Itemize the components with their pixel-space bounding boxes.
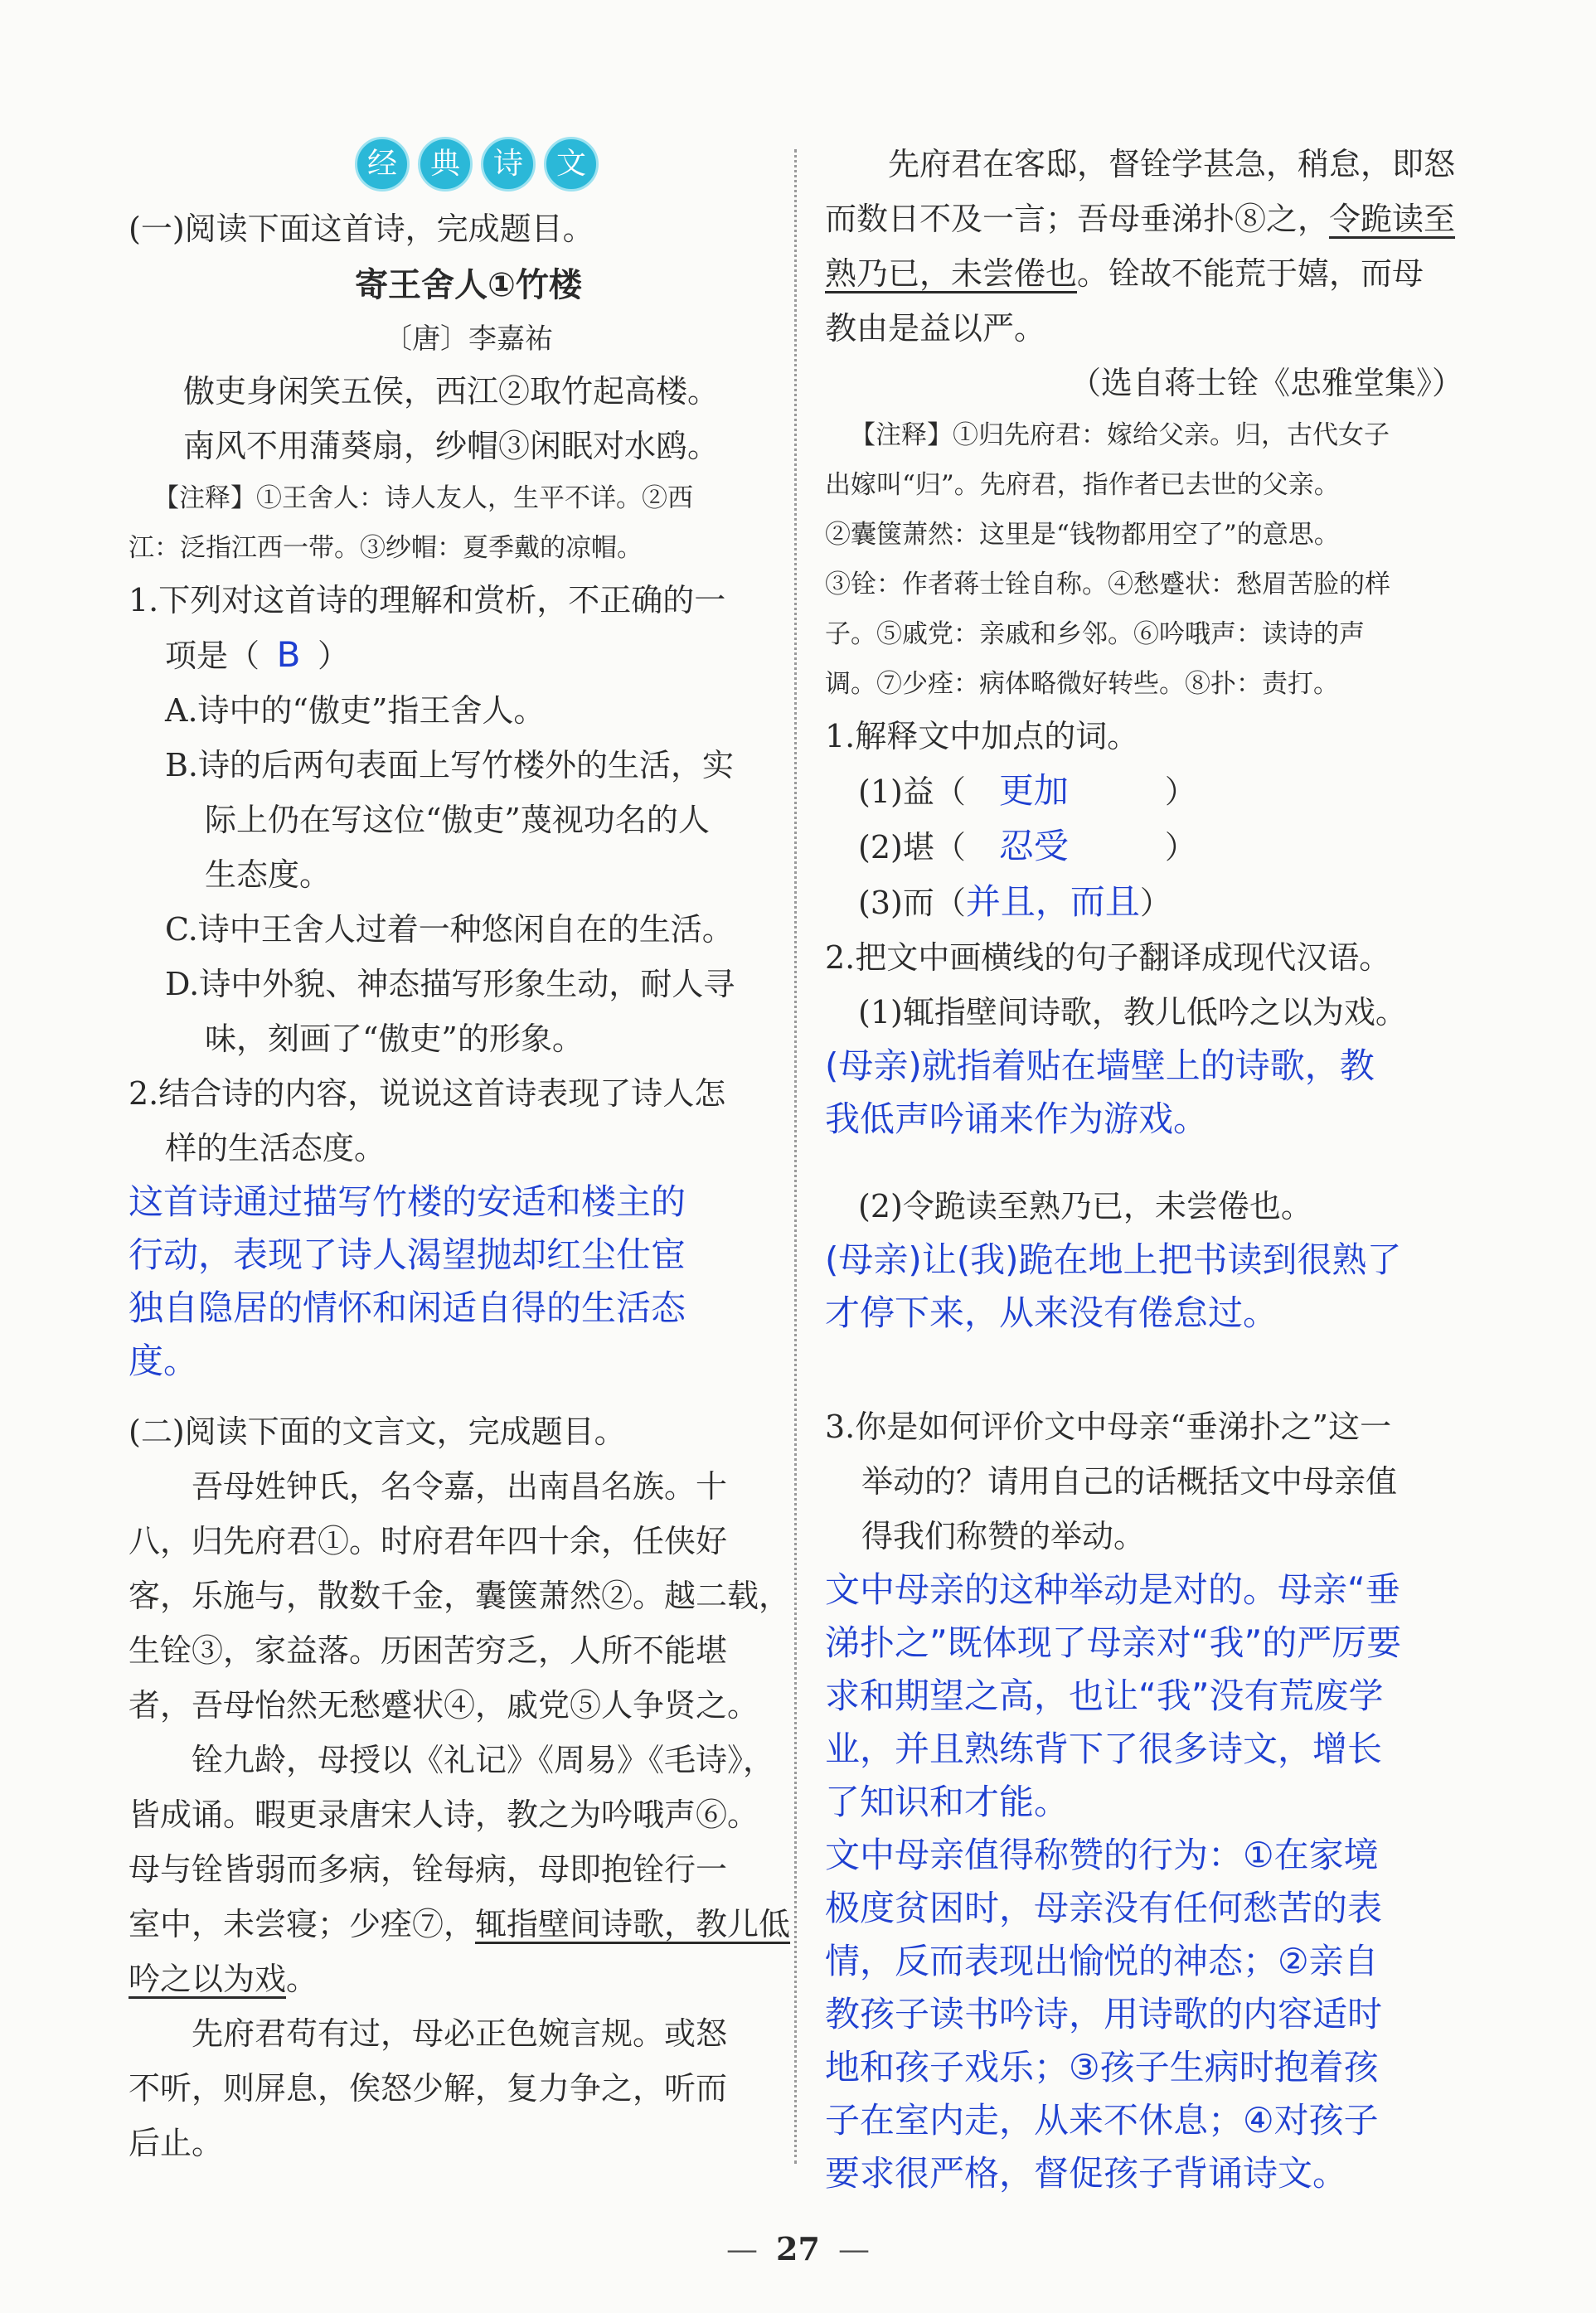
q3-answer-line: 求和期望之高，也让“我”没有荒废学 (825, 1675, 1384, 1716)
q3-stem-cont: 举动的？请用自己的话概括文中母亲值 (861, 1463, 1398, 1500)
underlined-sentence: 令跪读至 (1329, 201, 1456, 237)
section-badge (195, 137, 759, 192)
right-column (825, 137, 1463, 2200)
badge-char: 典 (418, 137, 473, 192)
text-line: 先府君在客邸，督铨学甚急，稍怠，即怒 (888, 146, 1456, 182)
q2-stem: 2.把文中画横线的句子翻译成现代汉语。 (825, 939, 1391, 976)
text-note: 子。⑤戚党：亲戚和乡邻。⑥吟哦声：读诗的声 (825, 619, 1365, 649)
text-segment: 。铨故不能荒于嬉，而母 (1077, 255, 1424, 292)
text-line: 母与铨皆弱而多病，铨每病，母即抱铨行一 (129, 1851, 728, 1888)
q3-answer-line: 极度贫困时，母亲没有任何愁苦的表 (825, 1888, 1383, 1928)
badge-char: 诗 (481, 137, 536, 192)
text-line: 者，吾母怡然无愁蹙状④，戚党⑤人争贤之。 (129, 1687, 759, 1724)
q1-option-a: A.诗中的“傲吏”指王舍人。 (165, 692, 546, 729)
text-note: 调。⑦少痊：病体略微好转些。⑧扑：责打。 (825, 669, 1339, 699)
q1-item-answer: 忍受 (998, 826, 1069, 866)
q2-answer-line: (母亲)就指着贴在墙壁上的诗歌，教 (825, 1045, 1375, 1086)
q3-answer-line: 要求很严格，督促孩子背诵诗文。 (825, 2153, 1348, 2194)
badge-char: 文 (544, 137, 599, 192)
text-segment: 而数日不及一言；吾母垂涕扑⑧之， (825, 201, 1330, 237)
q2-stem: 2.结合诗的内容，说说这首诗表现了诗人怎 (129, 1075, 726, 1112)
q1-item-close: ） (1139, 885, 1172, 921)
q1-item-answer: 更加 (998, 770, 1069, 811)
text-line (825, 192, 1463, 246)
q3-answer-line: 文中母亲的这种举动是对的。母亲“垂 (825, 1569, 1400, 1610)
q1-option-b-cont: 际上仍在写这位“傲吏”蔑视功名的人 (205, 802, 710, 838)
part2-heading: (二)阅读下面的文言文，完成题目。 (129, 1414, 626, 1450)
q2-answer-line: 行动，表现了诗人渴望抛却红尘仕宦 (129, 1234, 686, 1275)
text-note: 【注释】①归先府君：嫁给父亲。归，古代女子 (850, 420, 1390, 450)
q1-item-close: ） (1164, 773, 1196, 810)
poem-line: 南风不用蒲葵扇，纱帽③闲眠对水鸥。 (183, 428, 720, 464)
q2-answer-line: 这首诗通过描写竹楼的安适和楼主的 (129, 1181, 686, 1222)
text-line: 客，乐施与，散数千金，囊箧萧然②。越二载， (129, 1578, 791, 1614)
text-line: 生铨③，家益落。历困苦穷乏，人所不能堪 (129, 1632, 728, 1669)
text-line: 吾母姓钟氏，名令嘉，出南昌名族。十 (192, 1468, 728, 1505)
q3-answer-line: 了知识和才能。 (825, 1782, 1070, 1822)
underlined-sentence: 熟乃已，未尝倦也 (825, 255, 1078, 292)
q3-stem: 3.你是如何评价文中母亲“垂涕扑之”这一 (825, 1409, 1392, 1445)
q1-option-c: C.诗中王舍人过着一种悠闲自在的生活。 (165, 911, 734, 948)
q3-answer-line: 情，反而表现出愉悦的神态；②亲自 (825, 1941, 1379, 1981)
text-line (129, 1952, 759, 2006)
q3-stem-cont: 得我们称赞的举动。 (861, 1518, 1146, 1554)
q1-item-label: (2)堪（ (858, 829, 966, 866)
page-number-text: 27 (776, 2230, 820, 2267)
q1-item-answer: 并且，而且 (965, 881, 1140, 922)
poem-note: 江：泛指江西一带。③纱帽：夏季戴的凉帽。 (129, 533, 643, 563)
q1-stem-line2 (129, 628, 759, 683)
q1-stem-text: 项是（ (165, 638, 260, 674)
badge-char: 经 (355, 137, 410, 192)
underlined-sentence: 吟之以为戏 (129, 1961, 287, 1997)
q2-answer-line: 我低声吟诵来作为游戏。 (825, 1098, 1209, 1139)
poem-note: 【注释】①王舍人：诗人友人，生平不详。②西 (153, 483, 693, 513)
q2-answer-line: 独自隐居的情怀和闲适自得的生活态 (129, 1287, 686, 1328)
text-line (129, 1897, 791, 1952)
q1-option-d-cont: 味，刻画了“傲吏”的形象。 (205, 1021, 584, 1057)
q2-answer-line: (母亲)让(我)跪在地上把书读到很熟了 (825, 1239, 1402, 1280)
underlined-sentence: 辄指壁间诗歌，教儿低 (475, 1906, 791, 1942)
text-line: 教由是益以严。 (825, 310, 1046, 347)
poem-line: 傲吏身闲笑五侯，西江②取竹起高楼。 (183, 373, 720, 410)
q1-option-d: D.诗中外貌、神态描写形象生动，耐人寻 (165, 966, 735, 1002)
part1-heading: (一)阅读下面这首诗，完成题目。 (129, 211, 594, 247)
source-line: （选自蒋士铨《忠雅堂集》） (1069, 365, 1463, 401)
q1-stem: 1.解释文中加点的词。 (825, 718, 1139, 754)
q1-option-b-cont: 生态度。 (205, 856, 332, 893)
left-column (129, 137, 791, 2170)
q1-item (825, 875, 1463, 930)
text-line: 八，归先府君①。时府君年四十余，任侠好 (129, 1523, 728, 1559)
q1-stem: 1.下列对这首诗的理解和赏析，不正确的一 (129, 582, 726, 618)
q3-answer-line: 地和孩子戏乐；③孩子生病时抱着孩 (825, 2047, 1379, 2088)
q3-answer-line: 业，并且熟练背下了很多诗文，增长 (825, 1729, 1383, 1769)
q1-item (825, 819, 1463, 875)
q2-answer-line: 度。 (129, 1341, 199, 1381)
q3-answer-line: 涕扑之”既体现了母亲对“我”的严厉要 (825, 1622, 1402, 1663)
text-line: 皆成诵。暇更录唐宋人诗，教之为吟哦声⑥。 (129, 1797, 759, 1833)
column-divider (794, 149, 797, 2164)
q3-answer-line: 教孩子读书吟诗，用诗歌的内容适时 (825, 1994, 1383, 2034)
q1-item-label: (1)益（ (858, 773, 966, 810)
q2-answer-line: 才停下来，从来没有倦怠过。 (825, 1292, 1278, 1333)
text-line: 先府君苟有过，母必正色婉言规。或怒 (192, 2015, 728, 2052)
q1-stem-close: ） (318, 638, 350, 674)
q1-item-close: ） (1164, 829, 1196, 866)
text-note: 出嫁叫“归”。先府君，指作者已去世的父亲。 (825, 470, 1340, 500)
text-line (825, 246, 1463, 301)
poem-title: 寄王舍人①竹楼 (355, 266, 582, 304)
q3-answer-line: 文中母亲值得称赞的行为：①在家境 (825, 1835, 1379, 1875)
text-segment: 。 (286, 1961, 318, 1997)
text-line: 后止。 (129, 2125, 224, 2161)
poem-author: 〔唐〕李嘉祐 (384, 322, 553, 356)
q1-item (825, 764, 1463, 819)
text-note: ③铨：作者蒋士铨自称。④愁蹙状：愁眉苦脸的样 (825, 570, 1390, 599)
text-line: 不听，则屏息，俟怒少解，复力争之，听而 (129, 2070, 728, 2107)
text-line: 铨九龄，母授以《礼记》《周易》《毛诗》， (192, 1742, 775, 1778)
q2-sentence: (2)令跪读至熟乃已，未尝倦也。 (858, 1188, 1312, 1224)
q1-item-label: (3)而（ (858, 885, 966, 921)
q1-option-b: B.诗的后两句表面上写竹楼外的生活，实 (165, 747, 735, 783)
q2-sentence: (1)辄指壁间诗歌，教儿低吟之以为戏。 (858, 994, 1407, 1030)
q2-stem-cont: 样的生活态度。 (165, 1130, 386, 1166)
text-segment: 室中，未尝寝；少痊⑦， (129, 1906, 476, 1942)
page-number: — 27 — (726, 2230, 870, 2267)
text-note: ②囊箧萧然：这里是“钱物都用空了”的意思。 (825, 520, 1340, 550)
q3-answer-line: 子在室内走，从来不休息；④对孩子 (825, 2100, 1379, 2141)
q1-answer: B (276, 634, 301, 675)
